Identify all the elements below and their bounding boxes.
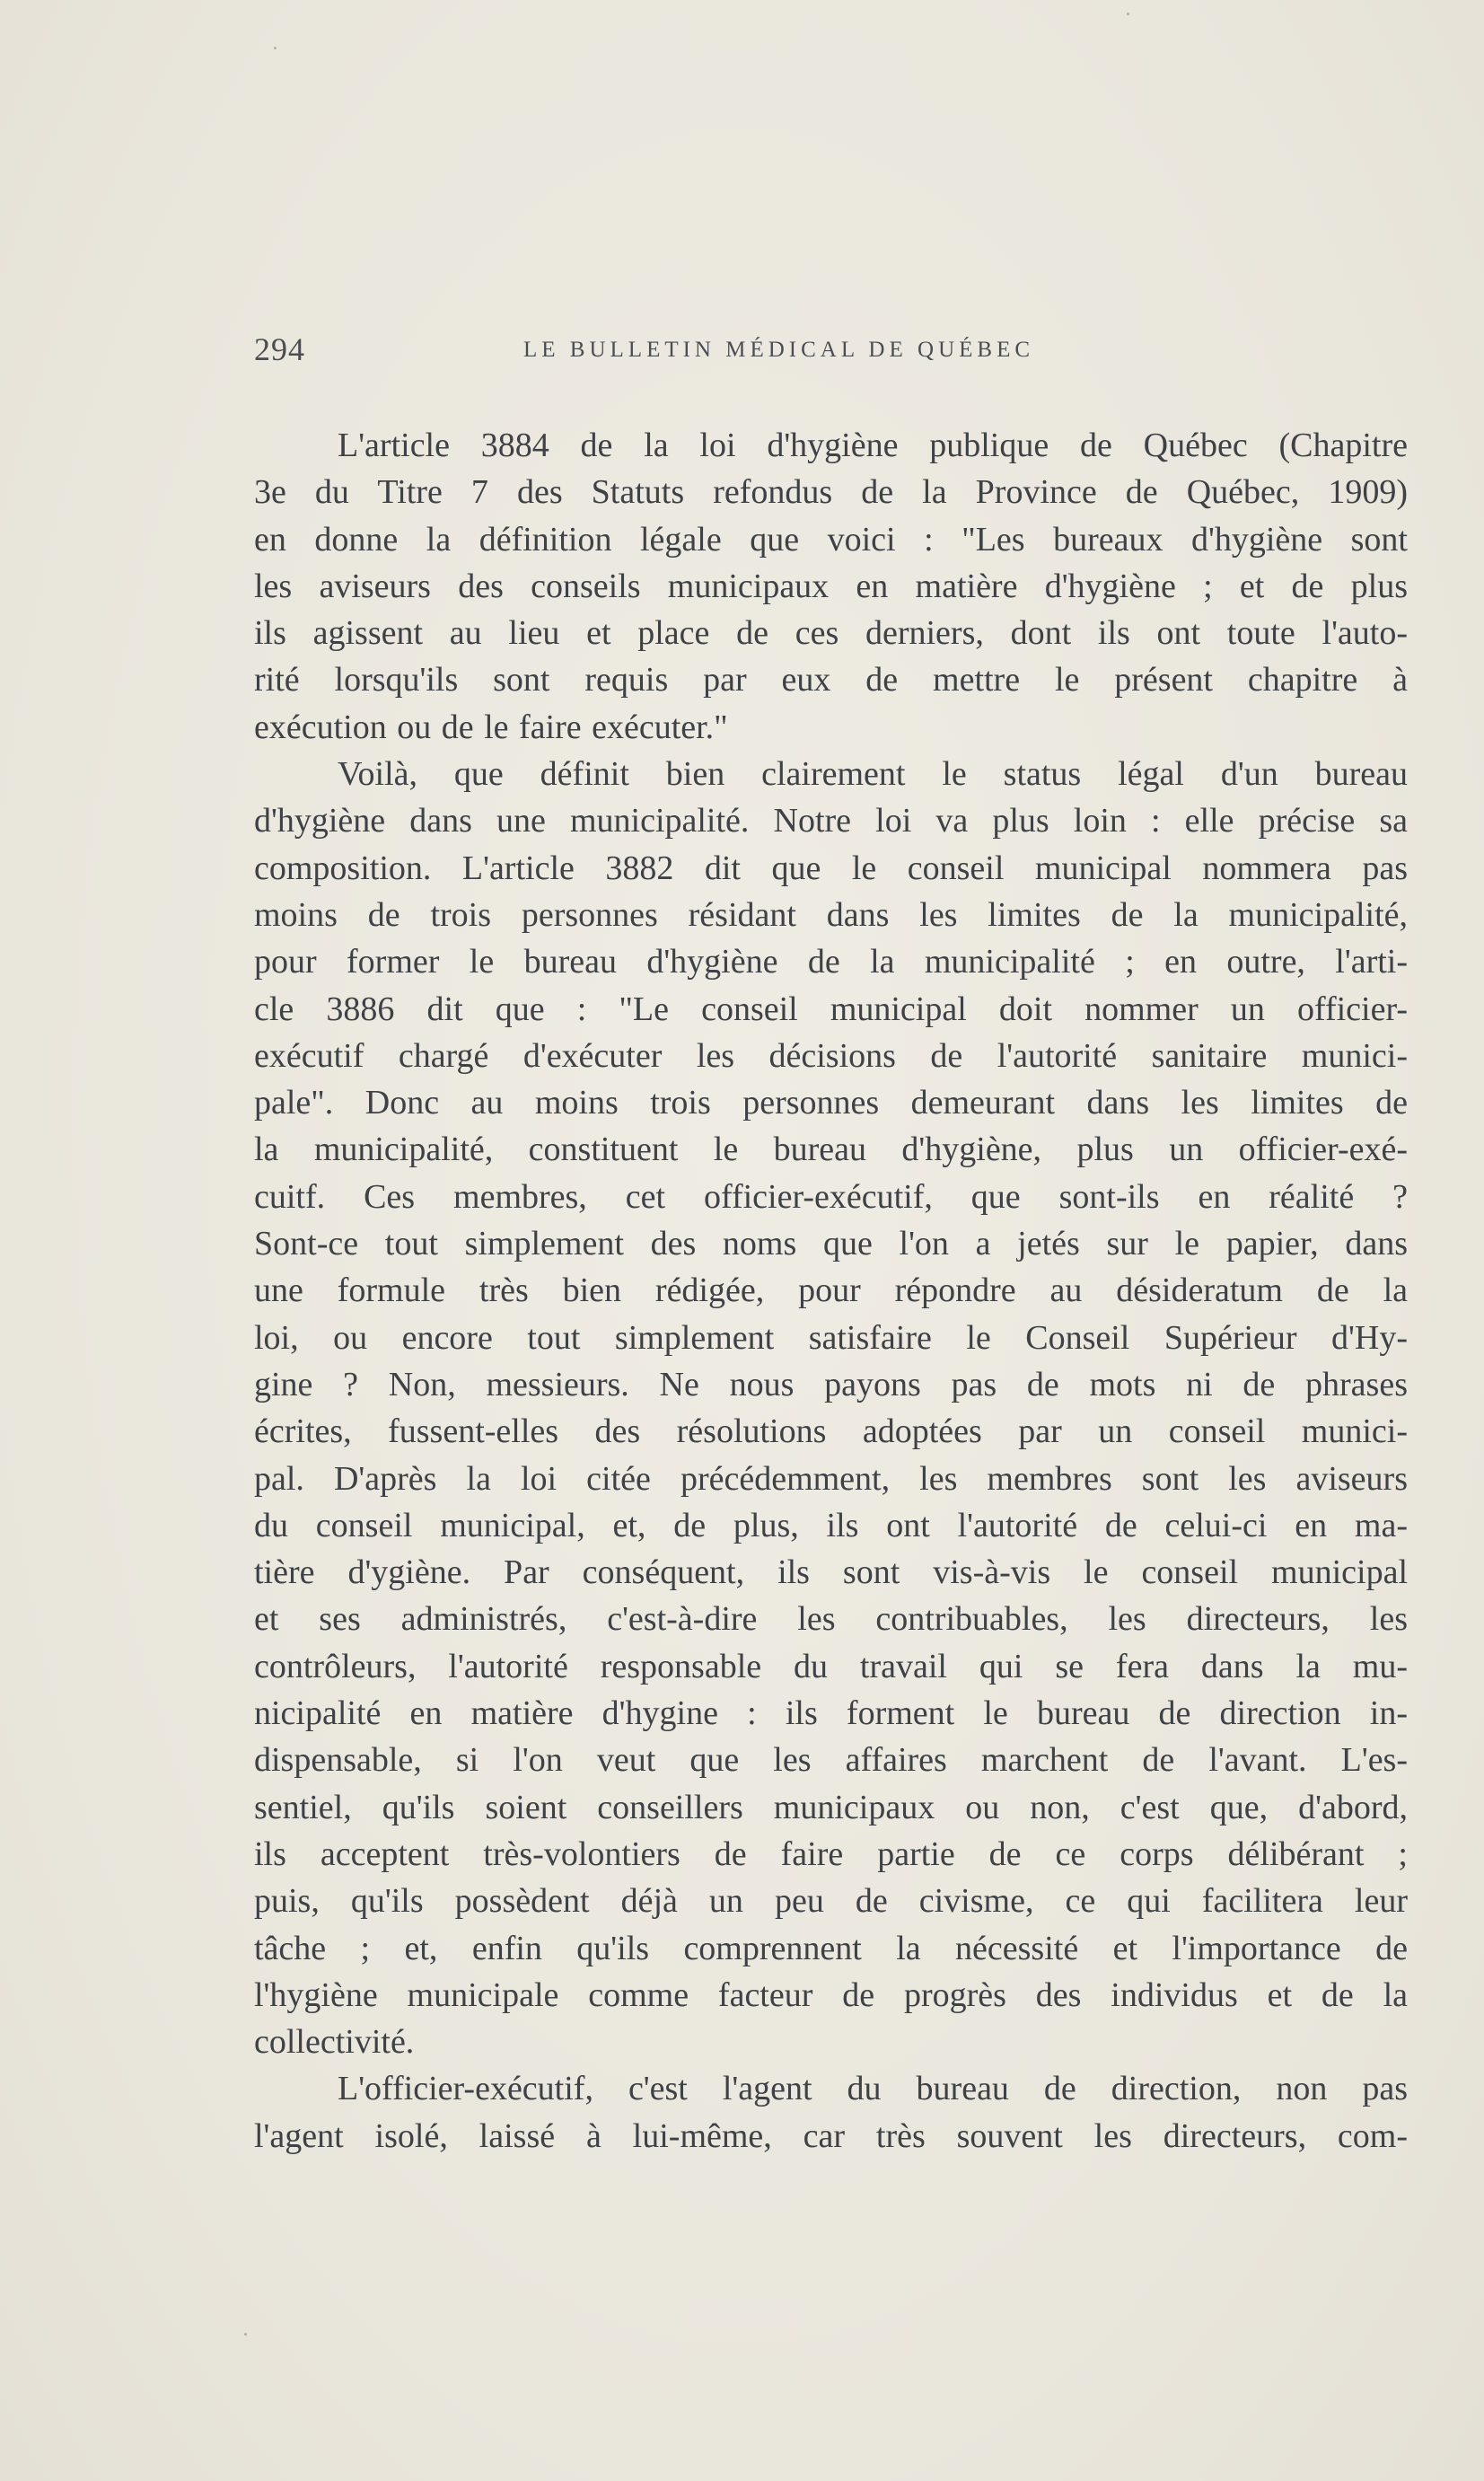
text-line: moins de trois personnes résidant dans les limites de la municipalité, <box>254 895 1408 934</box>
paper-speck <box>244 2333 247 2336</box>
text-line: L'article 3884 de la loi d'hygiène publique de Québec (Chapitre <box>338 427 1408 464</box>
text-line: ils acceptent très-volontiers de faire partie de ce corps délibérant ; <box>254 1834 1408 1873</box>
text-line: cle 3886 dit que : "Le conseil municipal doit nommer un officier- <box>254 990 1408 1028</box>
text-line: et ses administrés, c'est-à-dire les contribuables, les directeurs, les <box>254 1600 1408 1639</box>
text-line: Voilà, que définit bien clairement le status légal d'un bureau <box>338 755 1408 794</box>
text-line: sentiel, qu'ils soient conseillers municipaux ou non, c'est que, d'abord, <box>254 1788 1408 1826</box>
text-line: en donne la définition légale que voici : "Les bureaux d'hygiène sont <box>254 520 1408 559</box>
text-line: une formule très bien rédigée, pour répondre au désideratum de la <box>254 1271 1408 1310</box>
text-line: écrites, fussent-elles des résolutions adoptées par un conseil munici- <box>254 1412 1408 1451</box>
text-line: tière d'ygiène. Par conséquent, ils sont vis-à-vis le conseil municipal <box>254 1553 1408 1592</box>
running-header <box>254 330 1152 375</box>
text-line: pal. D'après la loi citée précédemment, les membres sont les aviseurs <box>254 1459 1408 1498</box>
text-line: nicipalité en matière d'hygine : ils forment le bureau de direction in- <box>254 1694 1408 1733</box>
text-line: collectivité. <box>254 2023 415 2062</box>
paragraph <box>254 751 1408 2065</box>
text-line: rité lorsqu'ils sont requis par eux de mettre le présent chapitre à <box>254 661 1408 699</box>
text-line: Sont-ce tout simplement des noms que l'on a jetés sur le papier, dans <box>254 1225 1408 1263</box>
text-line: composition. L'article 3882 dit que le conseil municipal nommera pas <box>254 849 1408 887</box>
text-line: pale". Donc au moins trois personnes demeurant dans les limites de <box>254 1084 1408 1122</box>
text-line: les aviseurs des conseils municipaux en matière d'hygiène ; et de plus <box>254 567 1408 605</box>
text-line: 3e du Titre 7 des Statuts refondus de la Province de Québec, 1909) <box>254 473 1408 512</box>
text-line: gine ? Non, messieurs. Ne nous payons pas de mots ni de phrases <box>254 1365 1408 1403</box>
text-line: dispensable, si l'on veut que les affaires marchent de l'avant. L'es- <box>254 1741 1408 1780</box>
text-line: tâche ; et, enfin qu'ils comprennent la nécessité et l'importance de <box>254 1929 1408 1967</box>
text-line: exécution ou de le faire exécuter." <box>254 708 728 746</box>
text-line: L'officier-exécutif, c'est l'agent du bureau de direction, non pas <box>338 2070 1408 2108</box>
text-line: pour former le bureau d'hygiène de la municipalité ; en outre, l'arti- <box>254 943 1408 981</box>
text-line: du conseil municipal, et, de plus, ils ont l'autorité de celui-ci en ma- <box>254 1506 1408 1544</box>
paper-speck <box>1127 13 1129 15</box>
journal-title: LE BULLETIN MÉDICAL DE QUÉBEC <box>523 338 1035 362</box>
text-line: ils agissent au lieu et place de ces derniers, dont ils ont toute l'auto- <box>254 614 1408 653</box>
article-body <box>254 422 1408 2160</box>
page-number: 294 <box>254 331 305 367</box>
text-line: d'hygiène dans une municipalité. Notre loi va plus loin : elle précise sa <box>254 802 1408 840</box>
text-line: puis, qu'ils possèdent déjà un peu de civisme, ce qui facilitera leur <box>254 1882 1408 1921</box>
paper-speck <box>274 47 277 49</box>
text-line: loi, ou encore tout simplement satisfaire le Conseil Supérieur d'Hy- <box>254 1318 1408 1357</box>
text-line: l'hygiène municipale comme facteur de progrès des individus et de la <box>254 1975 1408 2014</box>
text-line: la municipalité, constituent le bureau d'hygiène, plus un officier-exé- <box>254 1131 1408 1169</box>
paragraph <box>254 422 1408 751</box>
text-line: contrôleurs, l'autorité responsable du travail qui se fera dans la mu- <box>254 1647 1408 1685</box>
text-line: l'agent isolé, laissé à lui-même, car très souvent les directeurs, com- <box>254 2116 1408 2155</box>
text-line: cuitf. Ces membres, cet officier-exécutif, que sont-ils en réalité ? <box>254 1177 1408 1216</box>
paragraph <box>254 2065 1408 2160</box>
text-line: exécutif chargé d'exécuter les décisions de l'autorité sanitaire munici- <box>254 1036 1408 1075</box>
